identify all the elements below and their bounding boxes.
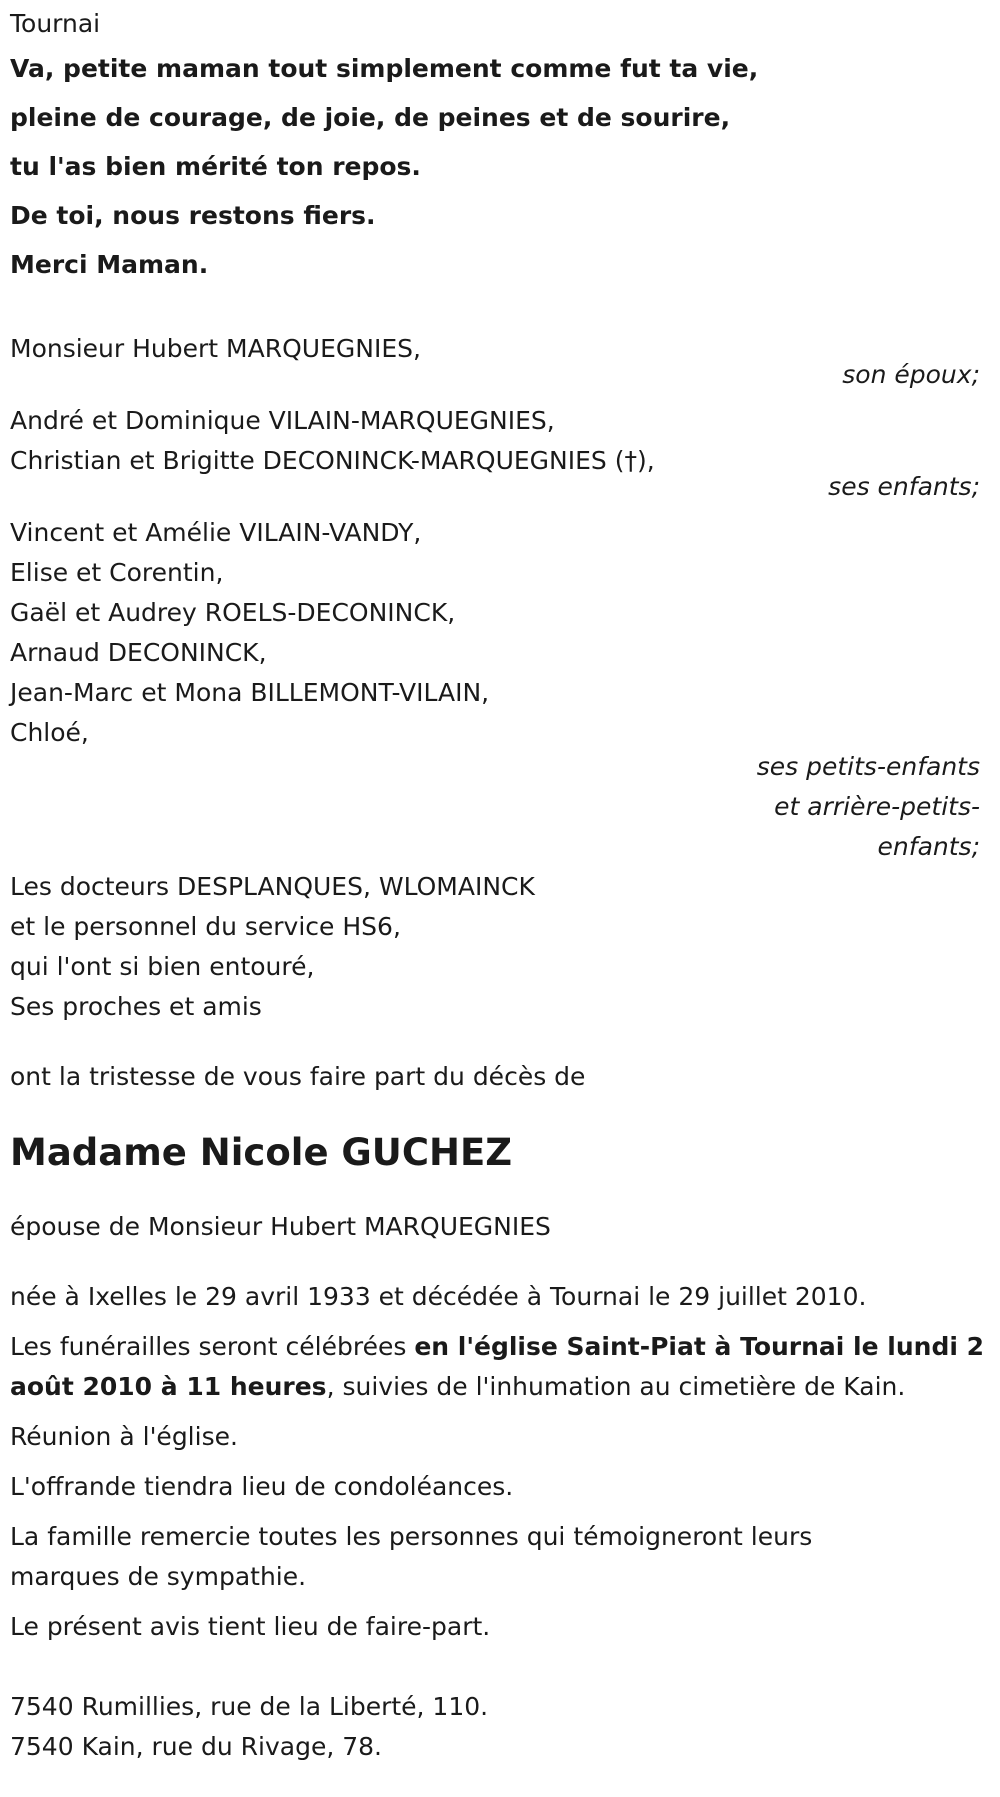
relation-label: ses enfants; — [828, 472, 980, 501]
relation-label: son époux; — [842, 360, 980, 389]
children-block — [10, 401, 990, 507]
poem-line: tu l'as bien mérité ton repos. — [10, 152, 421, 181]
poem — [10, 44, 990, 289]
family-name: Elise et Corentin, — [10, 558, 224, 587]
addresses-block — [10, 1687, 990, 1767]
relation-label: ses petits-enfants — [756, 752, 980, 781]
address: 7540 Kain, rue du Rivage, 78. — [10, 1732, 382, 1761]
poem-line: De toi, nous restons fiers. — [10, 201, 376, 230]
notice-text: Le présent avis tient lieu de faire-part. — [10, 1612, 491, 1641]
family-name: Christian et Brigitte DECONINCK-MARQUEGNIES (†), — [10, 446, 655, 475]
family-name: qui l'ont si bien entouré, — [10, 952, 315, 981]
offering-text: L'offrande tiendra lieu de condoléances. — [10, 1472, 514, 1501]
relation-label: et arrière-petits- — [774, 792, 980, 821]
spouse-block — [10, 329, 990, 395]
family-name: Monsieur Hubert MARQUEGNIES, — [10, 334, 421, 363]
deceased-name: Madame Nicole GUCHEZ — [10, 1131, 513, 1174]
poem-line: pleine de courage, de joie, de peines et de sourire, — [10, 103, 731, 132]
birth-death-text: née à Ixelles le 29 avril 1933 et décédée à Tournai le 29 juillet 2010. — [10, 1282, 867, 1311]
funeral-text — [10, 1327, 990, 1407]
address: 7540 Rumillies, rue de la Liberté, 110. — [10, 1692, 489, 1721]
family-name: Chloé, — [10, 718, 89, 747]
family-name: Arnaud DECONINCK, — [10, 638, 267, 667]
funeral-suffix: , suivies de l'inhumation au cimetière de Kain. — [326, 1372, 906, 1401]
family-name: et le personnel du service HS6, — [10, 912, 401, 941]
obituary-page — [0, 4, 1000, 1797]
family-name: Jean-Marc et Mona BILLEMONT-VILAIN, — [10, 678, 490, 707]
meeting-text: Réunion à l'église. — [10, 1422, 238, 1451]
details-block — [10, 1277, 990, 1647]
funeral-prefix: Les funérailles seront célébrées — [10, 1332, 415, 1361]
thanks-text: La famille remercie toutes les personnes qui témoigneront leurs marques de sympathie. — [10, 1522, 813, 1591]
relation-label: enfants; — [877, 832, 980, 861]
city-heading: Tournai — [10, 9, 101, 38]
family-name: Ses proches et amis — [10, 992, 262, 1021]
others-block — [10, 867, 990, 1027]
family-name: Gaël et Audrey ROELS-DECONINCK, — [10, 598, 456, 627]
family-name: Les docteurs DESPLANQUES, WLOMAINCK — [10, 872, 535, 901]
funeral-location-date: en l'église Saint-Piat à Tournai le lundi 2 août 2010 à 11 heures — [10, 1332, 985, 1401]
family-name: Vincent et Amélie VILAIN-VANDY, — [10, 518, 422, 547]
poem-line: Merci Maman. — [10, 250, 209, 279]
spouse-of: épouse de Monsieur Hubert MARQUEGNIES — [10, 1212, 551, 1241]
announcement-intro: ont la tristesse de vous faire part du décès de — [10, 1062, 586, 1091]
grandchildren-block — [10, 513, 990, 867]
poem-line: Va, petite maman tout simplement comme fut ta vie, — [10, 54, 759, 83]
family-name: André et Dominique VILAIN-MARQUEGNIES, — [10, 406, 555, 435]
